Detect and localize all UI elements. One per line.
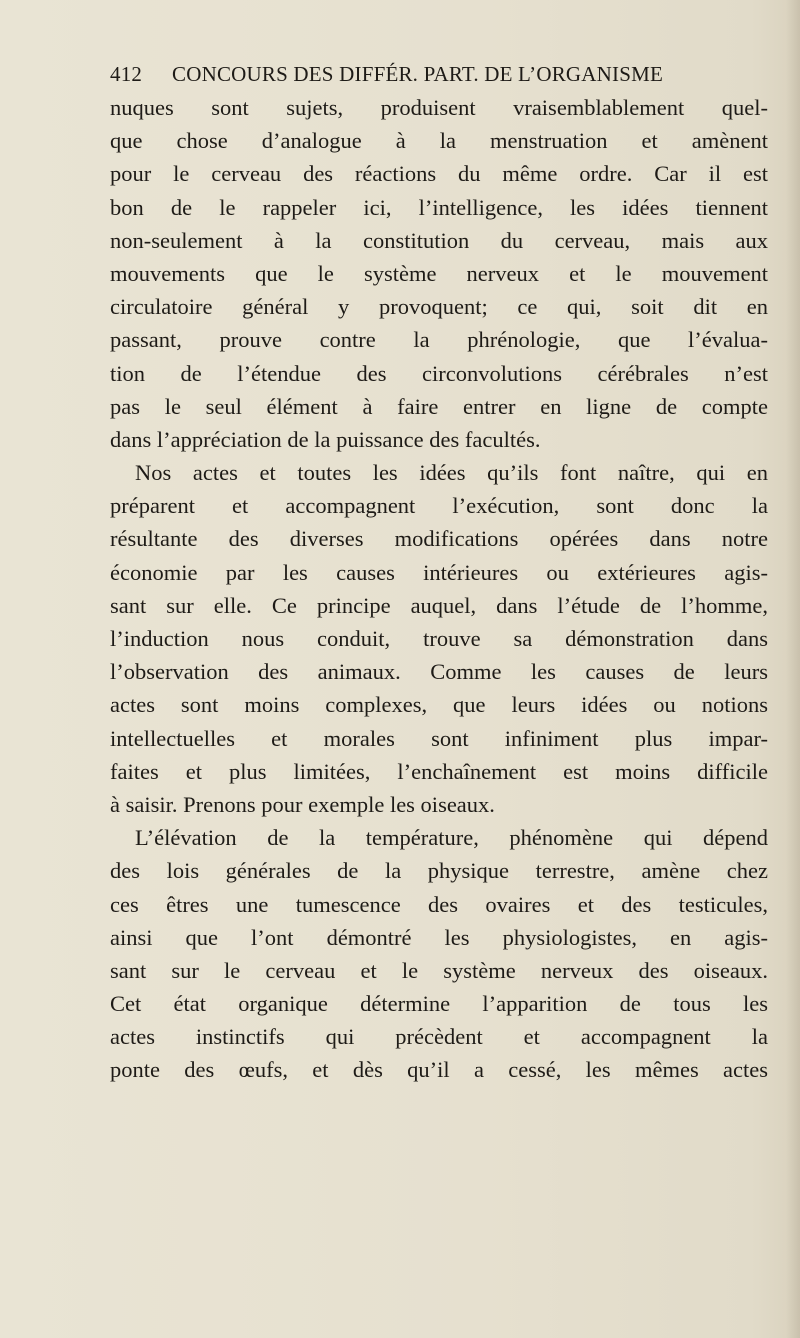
text-line: des lois générales de la physique terrestre, amène chez <box>110 858 768 884</box>
running-head-title: CONCOURS DES DIFFÉR. PART. DE L’ORGANISME <box>172 62 663 86</box>
text-line: faites et plus limitées, l’enchaînement est moins difficile <box>110 758 768 784</box>
paragraph-start-line: Nos actes et toutes les idées qu’ils font naître, qui en <box>135 460 768 486</box>
text-line: résultante des diverses modifications opérées dans notre <box>110 526 768 552</box>
text-line: pas le seul élément à faire entrer en ligne de compte <box>110 393 768 419</box>
text-line: intellectuelles et morales sont infiniment plus impar- <box>110 725 768 751</box>
text-line: pour le cerveau des réactions du même ordre. Car il est <box>110 161 768 187</box>
text-line: préparent et accompagnent l’exécution, sont donc la <box>110 493 768 519</box>
paragraph-end-line: dans l’appréciation de la puissance des facultés. <box>110 426 541 452</box>
page-edge-shadow <box>786 0 800 1338</box>
text-line: bon de le rappeler ici, l’intelligence, les idées tiennent <box>110 194 768 220</box>
text-line: Cet état organique détermine l’apparition de tous les <box>110 991 768 1017</box>
text-line: tion de l’étendue des circonvolutions cérébrales n’est <box>110 360 768 386</box>
text-line: circulatoire général y provoquent; ce qui, soit dit en <box>110 294 768 320</box>
text-line: mouvements que le système nerveux et le mouvement <box>110 260 768 286</box>
text-line: actes instinctifs qui précèdent et accompagnent la <box>110 1024 768 1050</box>
text-line: que chose d’analogue à la menstruation et amènent <box>110 128 768 154</box>
text-line: nuques sont sujets, produisent vraisemblablement quel- <box>110 95 768 120</box>
text-line: actes sont moins complexes, que leurs idées ou notions <box>110 692 768 718</box>
running-header <box>110 62 770 92</box>
text-line: non-seulement à la constitution du cerveau, mais aux <box>110 227 768 253</box>
page-number: 412 <box>110 62 143 86</box>
text-line: l’induction nous conduit, trouve sa démonstration dans <box>110 626 768 651</box>
text-line: ponte des œufs, et dès qu’il a cessé, les mêmes actes <box>110 1057 768 1083</box>
text-line: l’observation des animaux. Comme les causes de leurs <box>110 659 768 685</box>
text-line: sant sur le cerveau et le système nerveux des oiseaux. <box>110 957 768 983</box>
body-text <box>110 91 768 1087</box>
text-line: économie par les causes intérieures ou extérieures agis- <box>110 559 768 585</box>
text-line: sant sur elle. Ce principe auquel, dans l’étude de l’homme, <box>110 592 768 618</box>
paragraph-end-line: à saisir. Prenons pour exemple les oiseaux. <box>110 791 495 817</box>
text-line: ces êtres une tumescence des ovaires et des testicules, <box>110 891 768 917</box>
text-line: passant, prouve contre la phrénologie, que l’évalua- <box>110 327 768 353</box>
paragraph-start-line: L’élévation de la température, phénomène qui dépend <box>135 825 768 851</box>
text-line: ainsi que l’ont démontré les physiologistes, en agis- <box>110 924 768 950</box>
